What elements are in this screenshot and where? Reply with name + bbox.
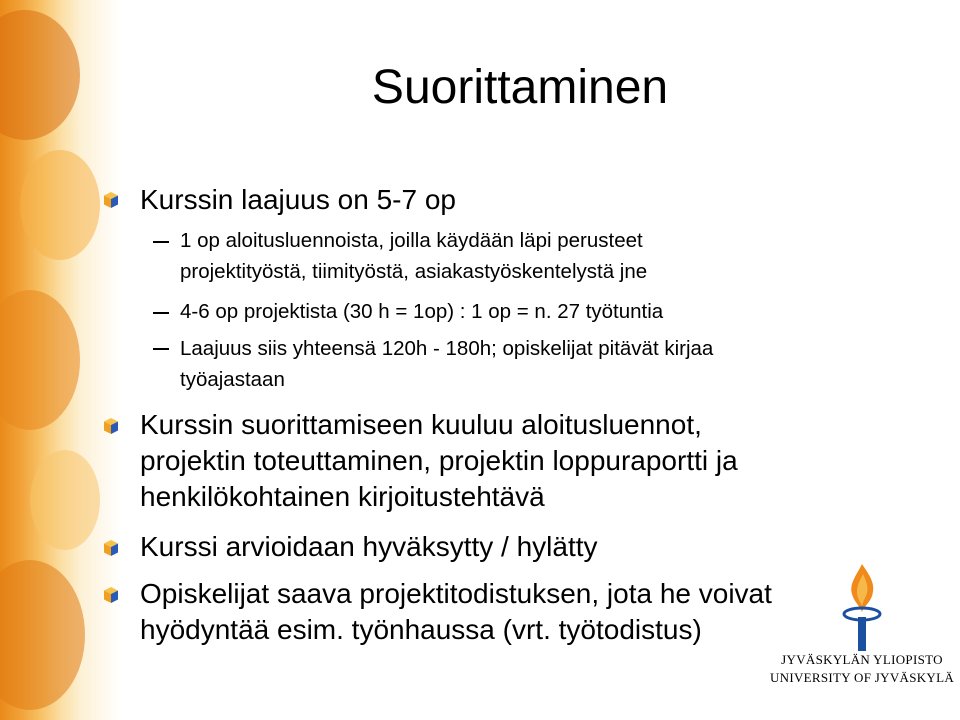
sub-item-line: Laajuus siis yhteensä 120h - 180h; opiskelijat pitävät kirjaa	[180, 337, 714, 360]
bullet-line: henkilökohtainen kirjoitustehtävä	[140, 481, 545, 512]
bullet-line: hyödyntää esim. työnhaussa (vrt. työtodistus)	[140, 614, 702, 645]
cube-bullet-icon	[104, 587, 118, 603]
bullet-item-course-completion	[140, 407, 880, 515]
sub-item-line: 4-6 op projektista (30 h = 1op) : 1 op = n. 27 työtuntia	[180, 300, 664, 323]
sub-item-line: työajastaan	[180, 368, 285, 391]
sub-item-total-hours	[180, 333, 880, 395]
university-logo	[764, 560, 960, 720]
sub-item-project-credits	[180, 296, 880, 327]
university-name-english: UNIVERSITY OF JYVÄSKYLÄ	[769, 670, 955, 685]
bullet-item-course-scope	[140, 182, 880, 218]
bullet-line: Kurssin suorittamiseen kuuluu aloitusluennot,	[140, 409, 702, 440]
sub-item-intro-lectures	[180, 225, 880, 287]
bullet-line: projektin toteuttaminen, projektin loppuraportti ja	[140, 445, 738, 476]
dash-icon	[153, 241, 169, 243]
sub-item-line: 1 op aloitusluennoista, joilla käydään läpi perusteet	[180, 229, 643, 252]
dash-icon	[153, 312, 169, 314]
university-name-finnish: JYVÄSKYLÄN YLIOPISTO	[781, 652, 943, 667]
university-torch-logo	[836, 562, 888, 654]
dash-icon	[153, 348, 169, 350]
bullet-line: Kurssi arvioidaan hyväksytty / hylätty	[140, 531, 598, 562]
bullet-line: Opiskelijat saava projektitodistuksen, jota he voivat	[140, 578, 772, 609]
slide-title: Suorittaminen	[371, 61, 669, 114]
cube-bullet-icon	[104, 418, 118, 434]
bullet-line: Kurssin laajuus on 5-7 op	[140, 184, 456, 215]
cube-bullet-icon	[104, 540, 118, 556]
cube-bullet-icon	[104, 192, 118, 208]
sub-item-line: projektityöstä, tiimityöstä, asiakastyöskentelystä jne	[180, 260, 648, 283]
